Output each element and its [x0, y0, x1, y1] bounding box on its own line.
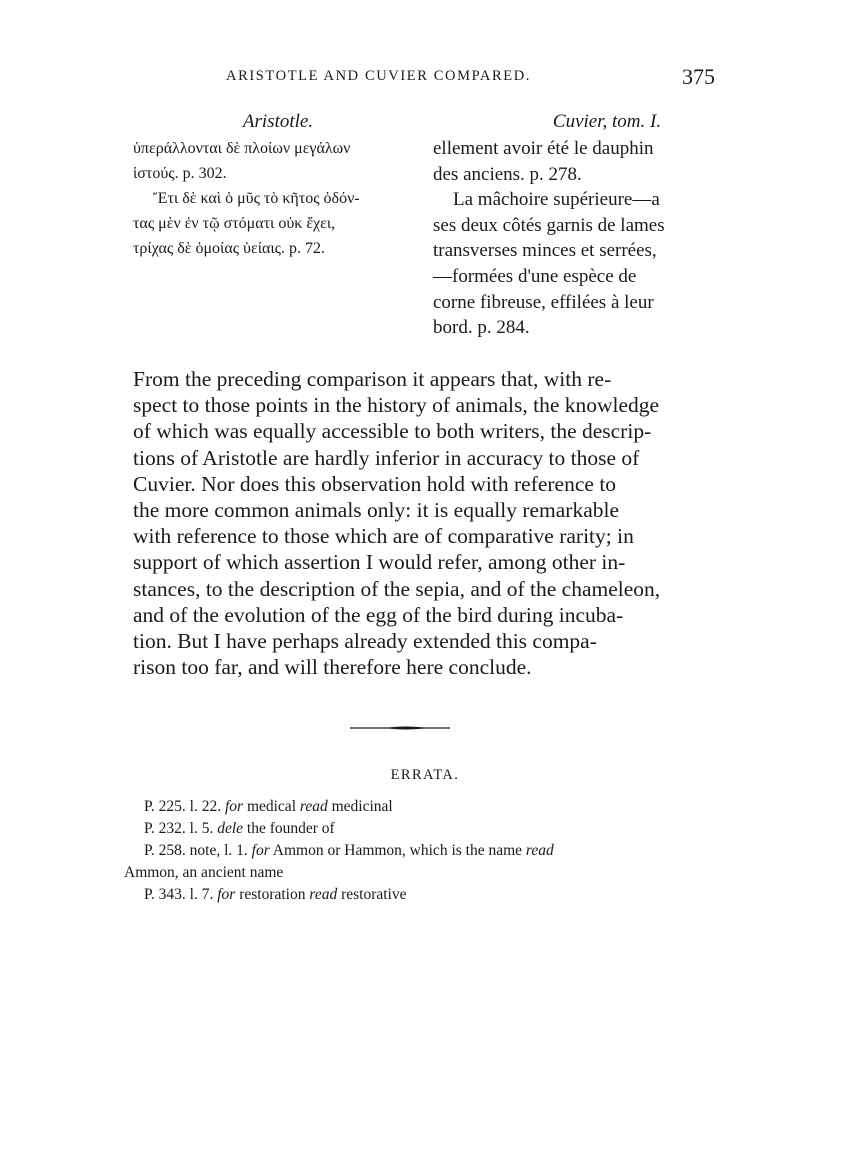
- errata-item: P. 232. l. 5. dele the founder of: [144, 820, 335, 837]
- paragraph-line: and of the evolution of the egg of the bird during incuba-: [133, 602, 624, 627]
- greek-line: ὑπεράλλονται δὲ πλοίων μεγάλων: [133, 140, 351, 157]
- cuvier-heading: Cuvier, tom. I.: [552, 111, 662, 132]
- french-line: La mâchoire supérieure—a: [453, 189, 660, 211]
- page-number: 375: [682, 64, 715, 89]
- paragraph-line: tions of Aristotle are hardly inferior in accuracy to those of: [133, 445, 640, 470]
- paragraph-line: support of which assertion I would refer, among other in-: [133, 550, 626, 575]
- errata-title: ERRATA.: [390, 767, 460, 783]
- french-line: corne fibreuse, effilées à leur: [433, 291, 654, 313]
- french-line: —formées d'une espèce de: [433, 265, 637, 287]
- main-paragraph: [133, 366, 722, 680]
- errata-list: [124, 796, 722, 906]
- paragraph-line: of which was equally accessible to both writers, the descrip-: [133, 419, 652, 444]
- french-line: des anciens. p. 278.: [433, 163, 582, 185]
- errata-item: P. 225. l. 22. for medical read medicinal: [144, 798, 393, 815]
- french-line: ellement avoir été le dauphin: [433, 138, 654, 159]
- paragraph-line: stances, to the description of the sepia, and of the chameleon,: [133, 576, 661, 601]
- french-line: bord. p. 284.: [433, 317, 530, 339]
- running-title: ARISTOTLE AND CUVIER COMPARED.: [226, 68, 531, 84]
- greek-line: ἱστούς. p. 302.: [133, 165, 227, 182]
- paragraph-line: spect to those points in the history of animals, the knowledge: [133, 393, 660, 418]
- paragraph-line: Cuvier. Nor does this observation hold with reference to: [133, 471, 617, 496]
- section-divider-ornament: [350, 724, 450, 732]
- aristotle-column: [133, 110, 423, 261]
- cuvier-column: [433, 110, 721, 341]
- greek-line: Ἔτι δὲ καὶ ὁ μῦς τὸ κῆτος ὀδόν-: [153, 190, 360, 207]
- paragraph-line: From the preceding comparison it appears that, with re-: [133, 367, 612, 391]
- paragraph-line: with reference to those which are of comparative rarity; in: [133, 524, 634, 549]
- french-line: ses deux côtés garnis de lames: [433, 214, 665, 236]
- paragraph-line: rison too far, and will therefore here conclude.: [133, 655, 532, 680]
- errata-item: P. 343. l. 7. for restoration read restorative: [144, 886, 407, 903]
- french-line: transverses minces et serrées,: [433, 240, 657, 262]
- errata-item-continuation: Ammon, an ancient name: [124, 864, 284, 881]
- aristotle-heading: Aristotle.: [242, 111, 314, 132]
- greek-line: τας μὲν ἐν τῷ στόματι οὐκ ἔχει,: [133, 215, 336, 232]
- page-header: [0, 64, 850, 94]
- greek-line: τρίχας δὲ ὁμοίας ὑείαις. p. 72.: [133, 240, 326, 257]
- errata-item: P. 258. note, l. 1. for Ammon or Hammon, which is the name read: [144, 842, 554, 859]
- paragraph-line: tion. But I have perhaps already extended this compa-: [133, 629, 597, 654]
- paragraph-line: the more common animals only: it is equally remarkable: [133, 498, 620, 523]
